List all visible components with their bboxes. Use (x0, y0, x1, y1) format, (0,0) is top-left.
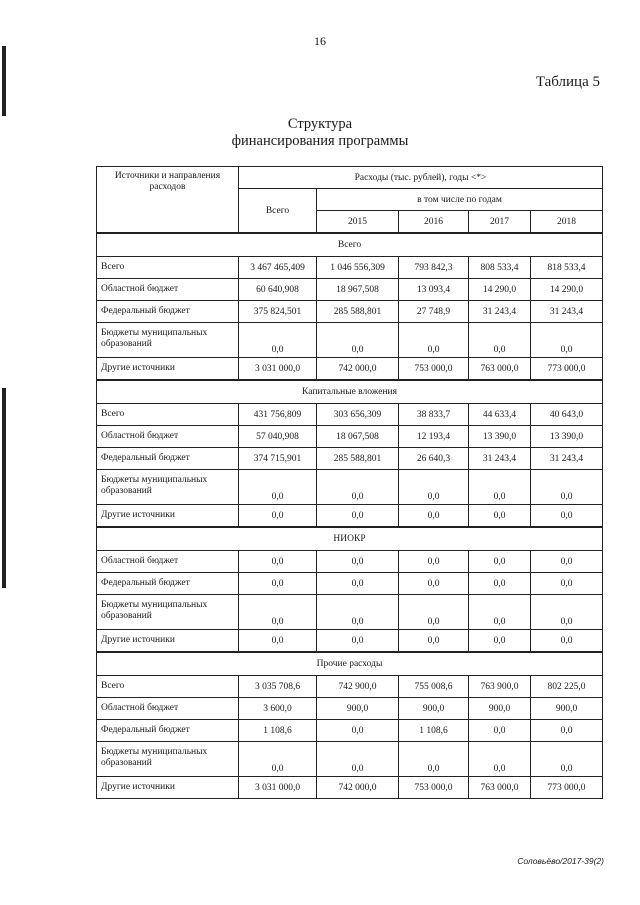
value-cell: 0,0 (531, 720, 603, 742)
value-cell: 0,0 (469, 595, 531, 630)
value-cell: 0,0 (239, 595, 317, 630)
value-cell: 753 000,0 (399, 777, 469, 799)
value-cell: 818 533,4 (531, 257, 603, 279)
table-row (97, 358, 603, 381)
financing-table (96, 166, 603, 799)
value-cell: 755 008,6 (399, 676, 469, 698)
value-cell: 0,0 (469, 551, 531, 573)
value-cell: 0,0 (399, 595, 469, 630)
page-number: 16 (314, 34, 326, 48)
value-cell: 0,0 (531, 470, 603, 505)
table-row (97, 279, 603, 301)
title-line-1: Структура (287, 116, 353, 132)
value-cell: 285 588,801 (317, 448, 399, 470)
value-cell: 13 093,4 (399, 279, 469, 301)
row-label: Областной бюджет (97, 698, 239, 720)
footer-code: Соловьёво/2017-39(2) (517, 856, 604, 866)
value-cell: 773 000,0 (531, 358, 603, 381)
document-title (0, 116, 640, 150)
row-label: Бюджеты муниципальных образований (97, 323, 239, 358)
value-cell: 374 715,901 (239, 448, 317, 470)
value-cell: 900,0 (399, 698, 469, 720)
value-cell: 0,0 (399, 323, 469, 358)
value-cell: 0,0 (531, 551, 603, 573)
table-row (97, 630, 603, 653)
value-cell: 0,0 (531, 573, 603, 595)
value-cell: 0,0 (469, 323, 531, 358)
section-title: Всего (97, 233, 603, 257)
value-cell: 18 967,508 (317, 279, 399, 301)
value-cell: 0,0 (531, 742, 603, 777)
value-cell: 0,0 (317, 573, 399, 595)
table-row (97, 257, 603, 279)
value-cell: 0,0 (317, 720, 399, 742)
header-year: 2017 (469, 211, 531, 234)
value-cell: 27 748,9 (399, 301, 469, 323)
value-cell: 303 656,309 (317, 404, 399, 426)
value-cell: 57 040,908 (239, 426, 317, 448)
row-label: Бюджеты муниципальных образований (97, 470, 239, 505)
value-cell: 808 533,4 (469, 257, 531, 279)
value-cell: 0,0 (239, 323, 317, 358)
value-cell: 0,0 (239, 505, 317, 528)
table-row (97, 301, 603, 323)
value-cell: 0,0 (531, 595, 603, 630)
value-cell: 3 031 000,0 (239, 777, 317, 799)
section-row (97, 652, 603, 676)
value-cell: 31 243,4 (469, 448, 531, 470)
row-label: Другие источники (97, 358, 239, 381)
section-title: Прочие расходы (97, 652, 603, 676)
row-label: Федеральный бюджет (97, 301, 239, 323)
value-cell: 0,0 (317, 505, 399, 528)
section-row (97, 527, 603, 551)
value-cell: 763 000,0 (469, 777, 531, 799)
value-cell: 900,0 (317, 698, 399, 720)
value-cell: 60 640,908 (239, 279, 317, 301)
value-cell: 742 000,0 (317, 777, 399, 799)
header-total: Всего (239, 189, 317, 234)
table-row (97, 720, 603, 742)
value-cell: 3 035 708,6 (239, 676, 317, 698)
table-row (97, 404, 603, 426)
value-cell: 0,0 (399, 470, 469, 505)
row-label: Федеральный бюджет (97, 573, 239, 595)
value-cell: 0,0 (469, 573, 531, 595)
value-cell: 3 600,0 (239, 698, 317, 720)
table-body (97, 233, 603, 799)
table-row (97, 777, 603, 799)
header-by-years: в том числе по годам (317, 189, 603, 211)
row-label: Федеральный бюджет (97, 448, 239, 470)
table-row (97, 742, 603, 777)
value-cell: 40 643,0 (531, 404, 603, 426)
value-cell: 773 000,0 (531, 777, 603, 799)
value-cell: 431 756,809 (239, 404, 317, 426)
value-cell: 0,0 (239, 630, 317, 653)
value-cell: 0,0 (399, 551, 469, 573)
value-cell: 753 000,0 (399, 358, 469, 381)
title-line-2: финансирования программы (231, 133, 409, 149)
value-cell: 742 900,0 (317, 676, 399, 698)
row-label: Федеральный бюджет (97, 720, 239, 742)
value-cell: 0,0 (531, 505, 603, 528)
row-label: Всего (97, 404, 239, 426)
table-row (97, 448, 603, 470)
value-cell: 793 842,3 (399, 257, 469, 279)
row-label: Другие источники (97, 630, 239, 653)
table-row (97, 426, 603, 448)
row-label: Другие источники (97, 777, 239, 799)
value-cell: 26 640,3 (399, 448, 469, 470)
row-label: Областной бюджет (97, 279, 239, 301)
value-cell: 18 067,508 (317, 426, 399, 448)
row-label: Областной бюджет (97, 551, 239, 573)
row-label: Бюджеты муниципальных образований (97, 742, 239, 777)
table-label: Таблица 5 (535, 74, 600, 90)
value-cell: 14 290,0 (469, 279, 531, 301)
value-cell: 38 833,7 (399, 404, 469, 426)
value-cell: 31 243,4 (531, 301, 603, 323)
value-cell: 0,0 (317, 595, 399, 630)
value-cell: 0,0 (317, 470, 399, 505)
section-title: НИОКР (97, 527, 603, 551)
value-cell: 0,0 (399, 630, 469, 653)
value-cell: 802 225,0 (531, 676, 603, 698)
row-label: Другие источники (97, 505, 239, 528)
value-cell: 0,0 (399, 573, 469, 595)
value-cell: 0,0 (239, 742, 317, 777)
value-cell: 0,0 (239, 573, 317, 595)
value-cell: 900,0 (469, 698, 531, 720)
value-cell: 0,0 (239, 551, 317, 573)
table-row (97, 698, 603, 720)
value-cell: 13 390,0 (469, 426, 531, 448)
table-row (97, 470, 603, 505)
header-year: 2018 (531, 211, 603, 234)
value-cell: 13 390,0 (531, 426, 603, 448)
row-label: Всего (97, 257, 239, 279)
value-cell: 1 046 556,309 (317, 257, 399, 279)
section-row (97, 233, 603, 257)
value-cell: 0,0 (239, 470, 317, 505)
table-row (97, 573, 603, 595)
table-row (97, 676, 603, 698)
value-cell: 0,0 (531, 323, 603, 358)
value-cell: 0,0 (469, 470, 531, 505)
table-row (97, 595, 603, 630)
value-cell: 31 243,4 (469, 301, 531, 323)
value-cell: 763 000,0 (469, 358, 531, 381)
value-cell: 12 193,4 (399, 426, 469, 448)
value-cell: 0,0 (317, 742, 399, 777)
value-cell: 14 290,0 (531, 279, 603, 301)
value-cell: 763 900,0 (469, 676, 531, 698)
value-cell: 285 588,801 (317, 301, 399, 323)
value-cell: 0,0 (317, 323, 399, 358)
header-expenses: Расходы (тыс. рублей), годы <*> (239, 167, 603, 189)
value-cell: 0,0 (317, 551, 399, 573)
value-cell: 0,0 (317, 630, 399, 653)
value-cell: 0,0 (469, 630, 531, 653)
table-row (97, 551, 603, 573)
header-year: 2015 (317, 211, 399, 234)
value-cell: 3 467 465,409 (239, 257, 317, 279)
scan-edge-mark (2, 46, 6, 116)
value-cell: 3 031 000,0 (239, 358, 317, 381)
section-title: Капитальные вложения (97, 380, 603, 404)
table-row (97, 505, 603, 528)
value-cell: 44 633,4 (469, 404, 531, 426)
row-label: Бюджеты муниципальных образований (97, 595, 239, 630)
row-label: Всего (97, 676, 239, 698)
value-cell: 375 824,501 (239, 301, 317, 323)
value-cell: 1 108,6 (239, 720, 317, 742)
value-cell: 900,0 (531, 698, 603, 720)
header-year: 2016 (399, 211, 469, 234)
header-source-column: Источники и направления расходов (97, 167, 239, 234)
scan-edge-mark (2, 388, 6, 588)
value-cell: 0,0 (469, 505, 531, 528)
value-cell: 0,0 (469, 720, 531, 742)
value-cell: 0,0 (469, 742, 531, 777)
value-cell: 0,0 (399, 742, 469, 777)
table-row (97, 323, 603, 358)
value-cell: 742 000,0 (317, 358, 399, 381)
value-cell: 0,0 (531, 630, 603, 653)
section-row (97, 380, 603, 404)
row-label: Областной бюджет (97, 426, 239, 448)
value-cell: 31 243,4 (531, 448, 603, 470)
value-cell: 0,0 (399, 505, 469, 528)
value-cell: 1 108,6 (399, 720, 469, 742)
